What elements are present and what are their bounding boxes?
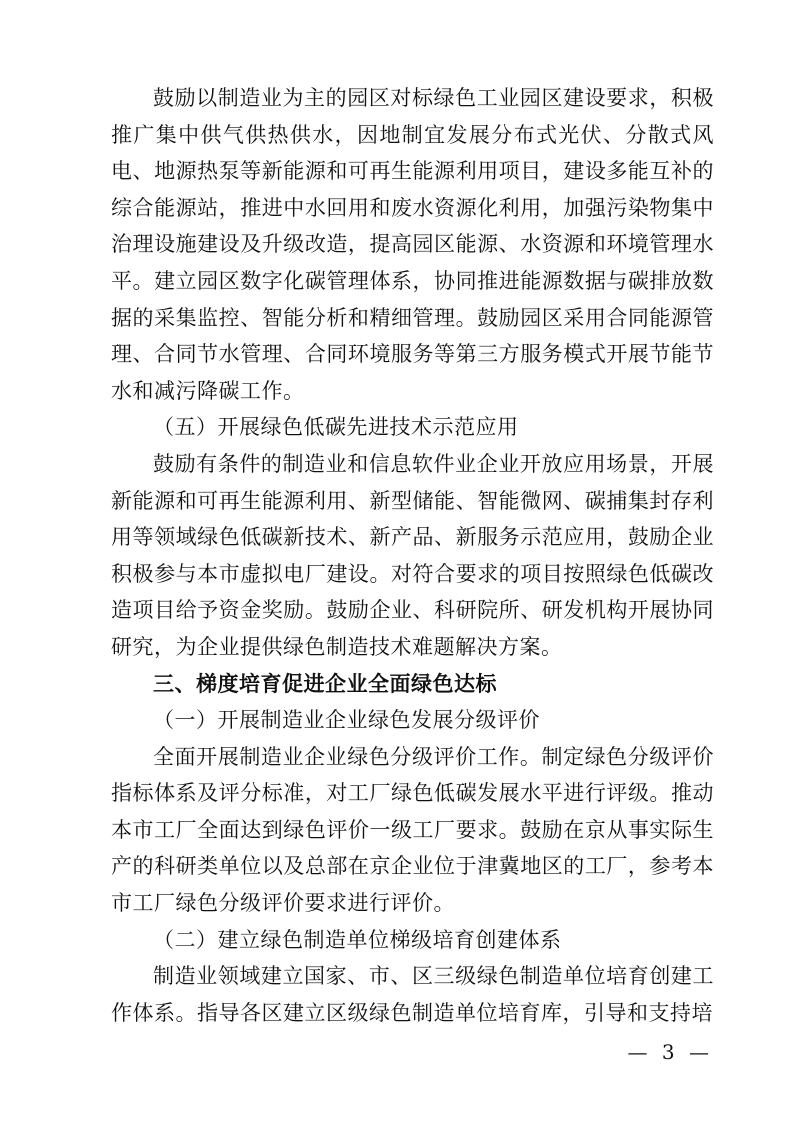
heading-section-2: （二）建立绿色制造单位梯级培育创建体系 — [153, 927, 562, 952]
heading-section-5: （五）开展绿色低碳先进技术示范应用 — [153, 415, 519, 440]
heading-section-1: （一）开展制造业企业绿色发展分级评价 — [153, 708, 540, 733]
heading-chapter-3: 三、梯度培育促进企业全面绿色达标 — [153, 671, 497, 696]
paragraph-cultivation-system: 制造业领域建立国家、市、区三级绿色制造单位培育创建工作体系。指导各区建立区级绿色制造单位培育库，引导和支持培 — [111, 964, 714, 1025]
paragraph-grading-evaluation: 全面开展制造业企业绿色分级评价工作。制定绿色分级评价指标体系及评分标准，对工厂绿色低碳发展水平进行评级。推动本市工厂全面达到绿色评价一级工厂要求。鼓励在京从事实际生产的科研类单位以及总部在京企业位于津冀地区的工厂，参考本市工厂绿色分级评价要求进行评价。 — [111, 744, 714, 916]
page-number: — 3 — — [627, 1040, 713, 1064]
paragraph-low-carbon-demo: 鼓励有条件的制造业和信息软件业企业开放应用场景，开展新能源和可再生能源利用、新型储能、智能微网、碳捕集封存利用等领域绿色低碳新技术、新产品、新服务示范应用，鼓励企业积极参与本市虚拟电厂建设。对符合要求的项目按照绿色低碳改造项目给予资金奖励。鼓励企业、科研院所、研发机构开展协同研究，为企业提供绿色制造技术难题解决方案。 — [111, 451, 714, 659]
document-body — [111, 80, 714, 1031]
paragraph-green-park: 鼓励以制造业为主的园区对标绿色工业园区建设要求，积极推广集中供气供热供水，因地制宜发展分布式光伏、分散式风电、地源热泵等新能源和可再生能源利用项目，建设多能互补的综合能源站，推进中水回用和废水资源化利用，加强污染物集中治理设施建设及升级改造，提高园区能源、水资源和环境管理水平。建立园区数字化碳管理体系，协同推进能源数据与碳排放数据的采集监控、智能分析和精细管理。鼓励园区采用合同能源管理、合同节水管理、合同环境服务等第三方服务模式开展节能节水和减污降碳工作。 — [111, 86, 714, 403]
